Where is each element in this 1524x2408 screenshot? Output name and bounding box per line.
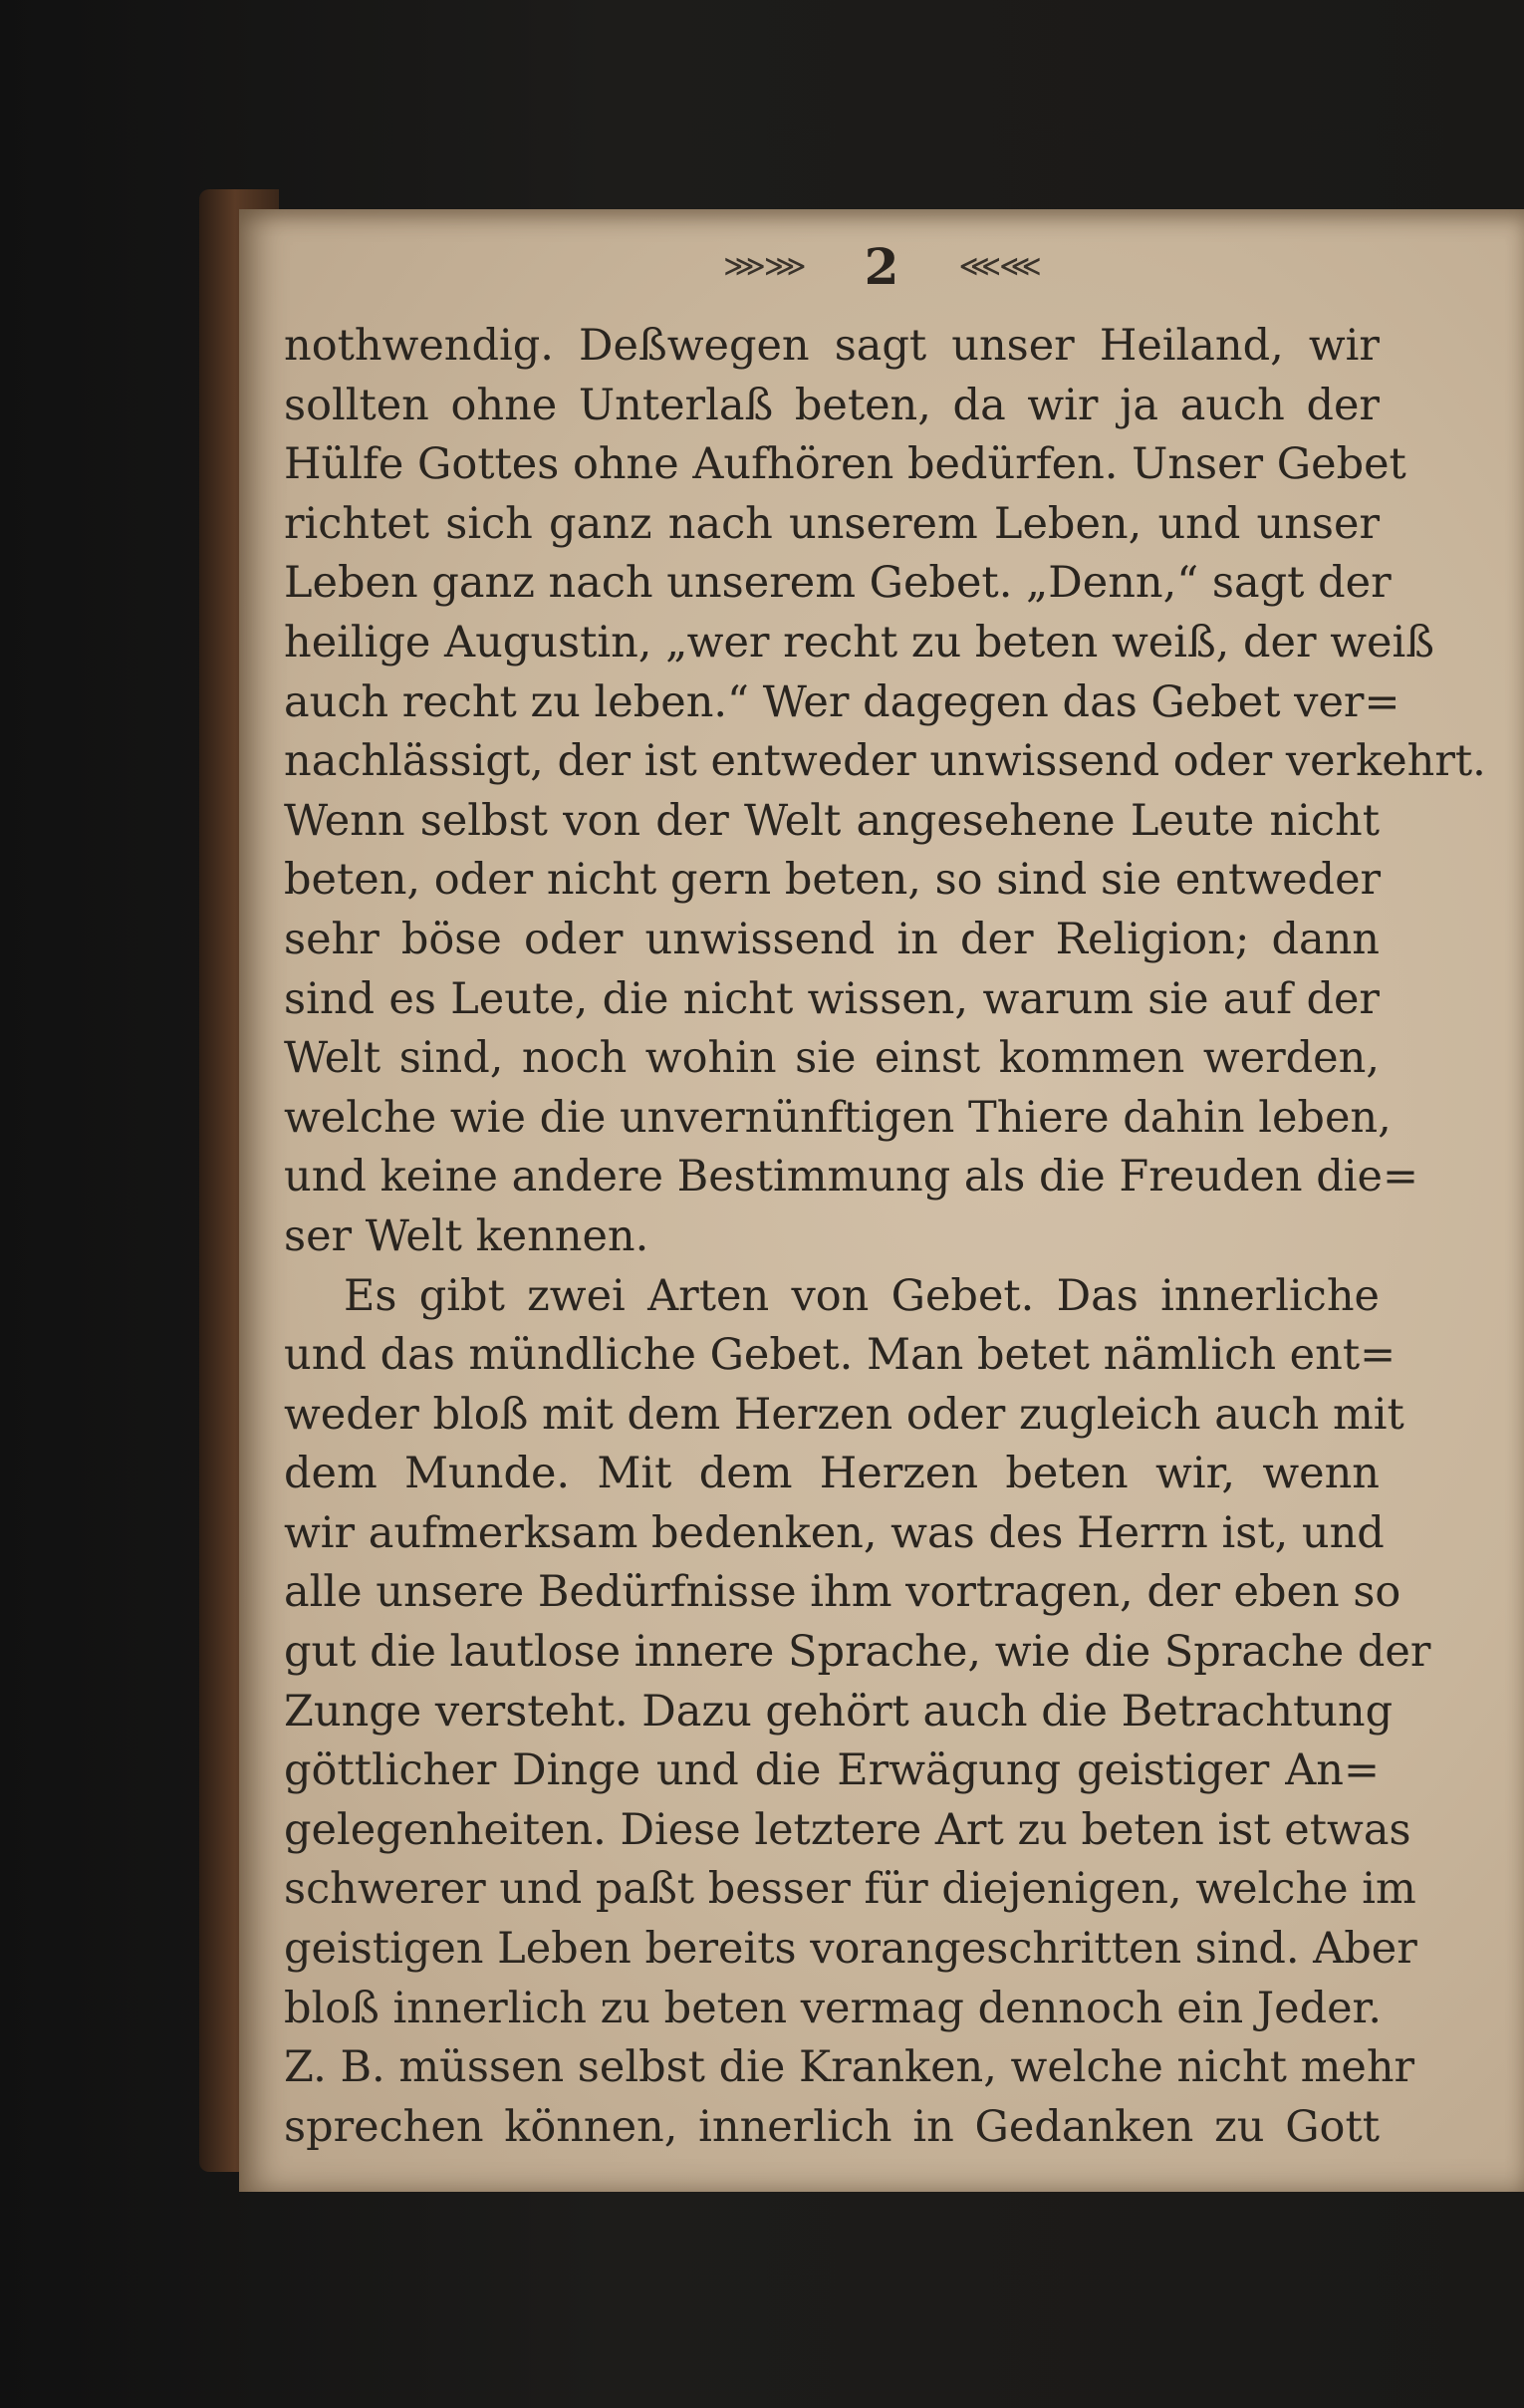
text-line: bloß innerlich zu beten vermag dennoch ein Jeder. [284, 1983, 1383, 2033]
ornament-right-icon: ⋘⋘ [958, 249, 1040, 284]
text-line: ser Welt kennen. [284, 1210, 649, 1261]
text-line: sollten ohne Unterlaß beten, da wir ja auch der [284, 380, 1380, 430]
text-line: welche wie die unvernünftigen Thiere dahin leben, [284, 1092, 1392, 1143]
text-line: schwerer und paßt besser für diejenigen, welche im [284, 1864, 1416, 1915]
text-line: wir aufmerksam bedenken, was des Herrn ist, und [284, 1507, 1385, 1558]
text-line: und keine andere Bestimmung als die Freuden die= [284, 1152, 1419, 1203]
text-line: sehr böse oder unwissend in der Religion; dann [284, 914, 1380, 964]
text-line: alle unsere Bedürfnisse ihm vortragen, der eben so [284, 1567, 1401, 1618]
body-text [284, 317, 1486, 2157]
text-line: Zunge versteht. Dazu gehört auch die Betrachtung [284, 1686, 1394, 1737]
text-line: heilige Augustin, „wer recht zu beten weiß, der weiß [284, 617, 1434, 668]
page-header [239, 237, 1524, 296]
ornament-left-icon: ⋙⋙ [723, 249, 805, 284]
text-line: Welt sind, noch wohin sie einst kommen werden, [284, 1033, 1380, 1084]
text-line: richtet sich ganz nach unserem Leben, und unser [284, 498, 1380, 549]
text-line: Hülfe Gottes ohne Aufhören bedürfen. Unser Gebet [284, 439, 1406, 490]
text-line: weder bloß mit dem Herzen oder zugleich auch mit [284, 1389, 1404, 1440]
page-number: 2 [864, 237, 899, 296]
text-line: nothwendig. Deßwegen sagt unser Heiland, wir [284, 321, 1380, 371]
text-line: Wenn selbst von der Welt angesehene Leute nicht [284, 795, 1380, 846]
text-line: nachlässigt, der ist entweder unwissend oder verkehrt. [284, 736, 1486, 787]
text-line: auch recht zu leben.“ Wer dagegen das Gebet ver= [284, 676, 1400, 727]
text-line: geistigen Leben bereits vorangeschritten sind. Aber [284, 1924, 1417, 1975]
text-line: Leben ganz nach unserem Gebet. „Denn,“ sagt der [284, 558, 1392, 609]
text-line: Es gibt zwei Arten von Gebet. Das innerliche [344, 1270, 1380, 1321]
text-line: Z. B. müssen selbst die Kranken, welche nicht mehr [284, 2042, 1415, 2093]
text-line: göttlicher Dinge und die Erwägung geistiger An= [284, 1745, 1380, 1796]
text-line: gelegenheiten. Diese letztere Art zu beten ist etwas [284, 1804, 1411, 1855]
text-line: sprechen können, innerlich in Gedanken zu Gott [284, 2101, 1380, 2152]
book-page [239, 209, 1524, 2192]
text-line: gut die lautlose innere Sprache, wie die Sprache der [284, 1627, 1431, 1678]
text-line: und das mündliche Gebet. Man betet nämlich ent= [284, 1330, 1397, 1381]
text-line: beten, oder nicht gern beten, so sind sie entweder [284, 855, 1382, 906]
text-line: sind es Leute, die nicht wissen, warum sie auf der [284, 973, 1380, 1024]
text-line: dem Munde. Mit dem Herzen beten wir, wenn [284, 1449, 1380, 1499]
